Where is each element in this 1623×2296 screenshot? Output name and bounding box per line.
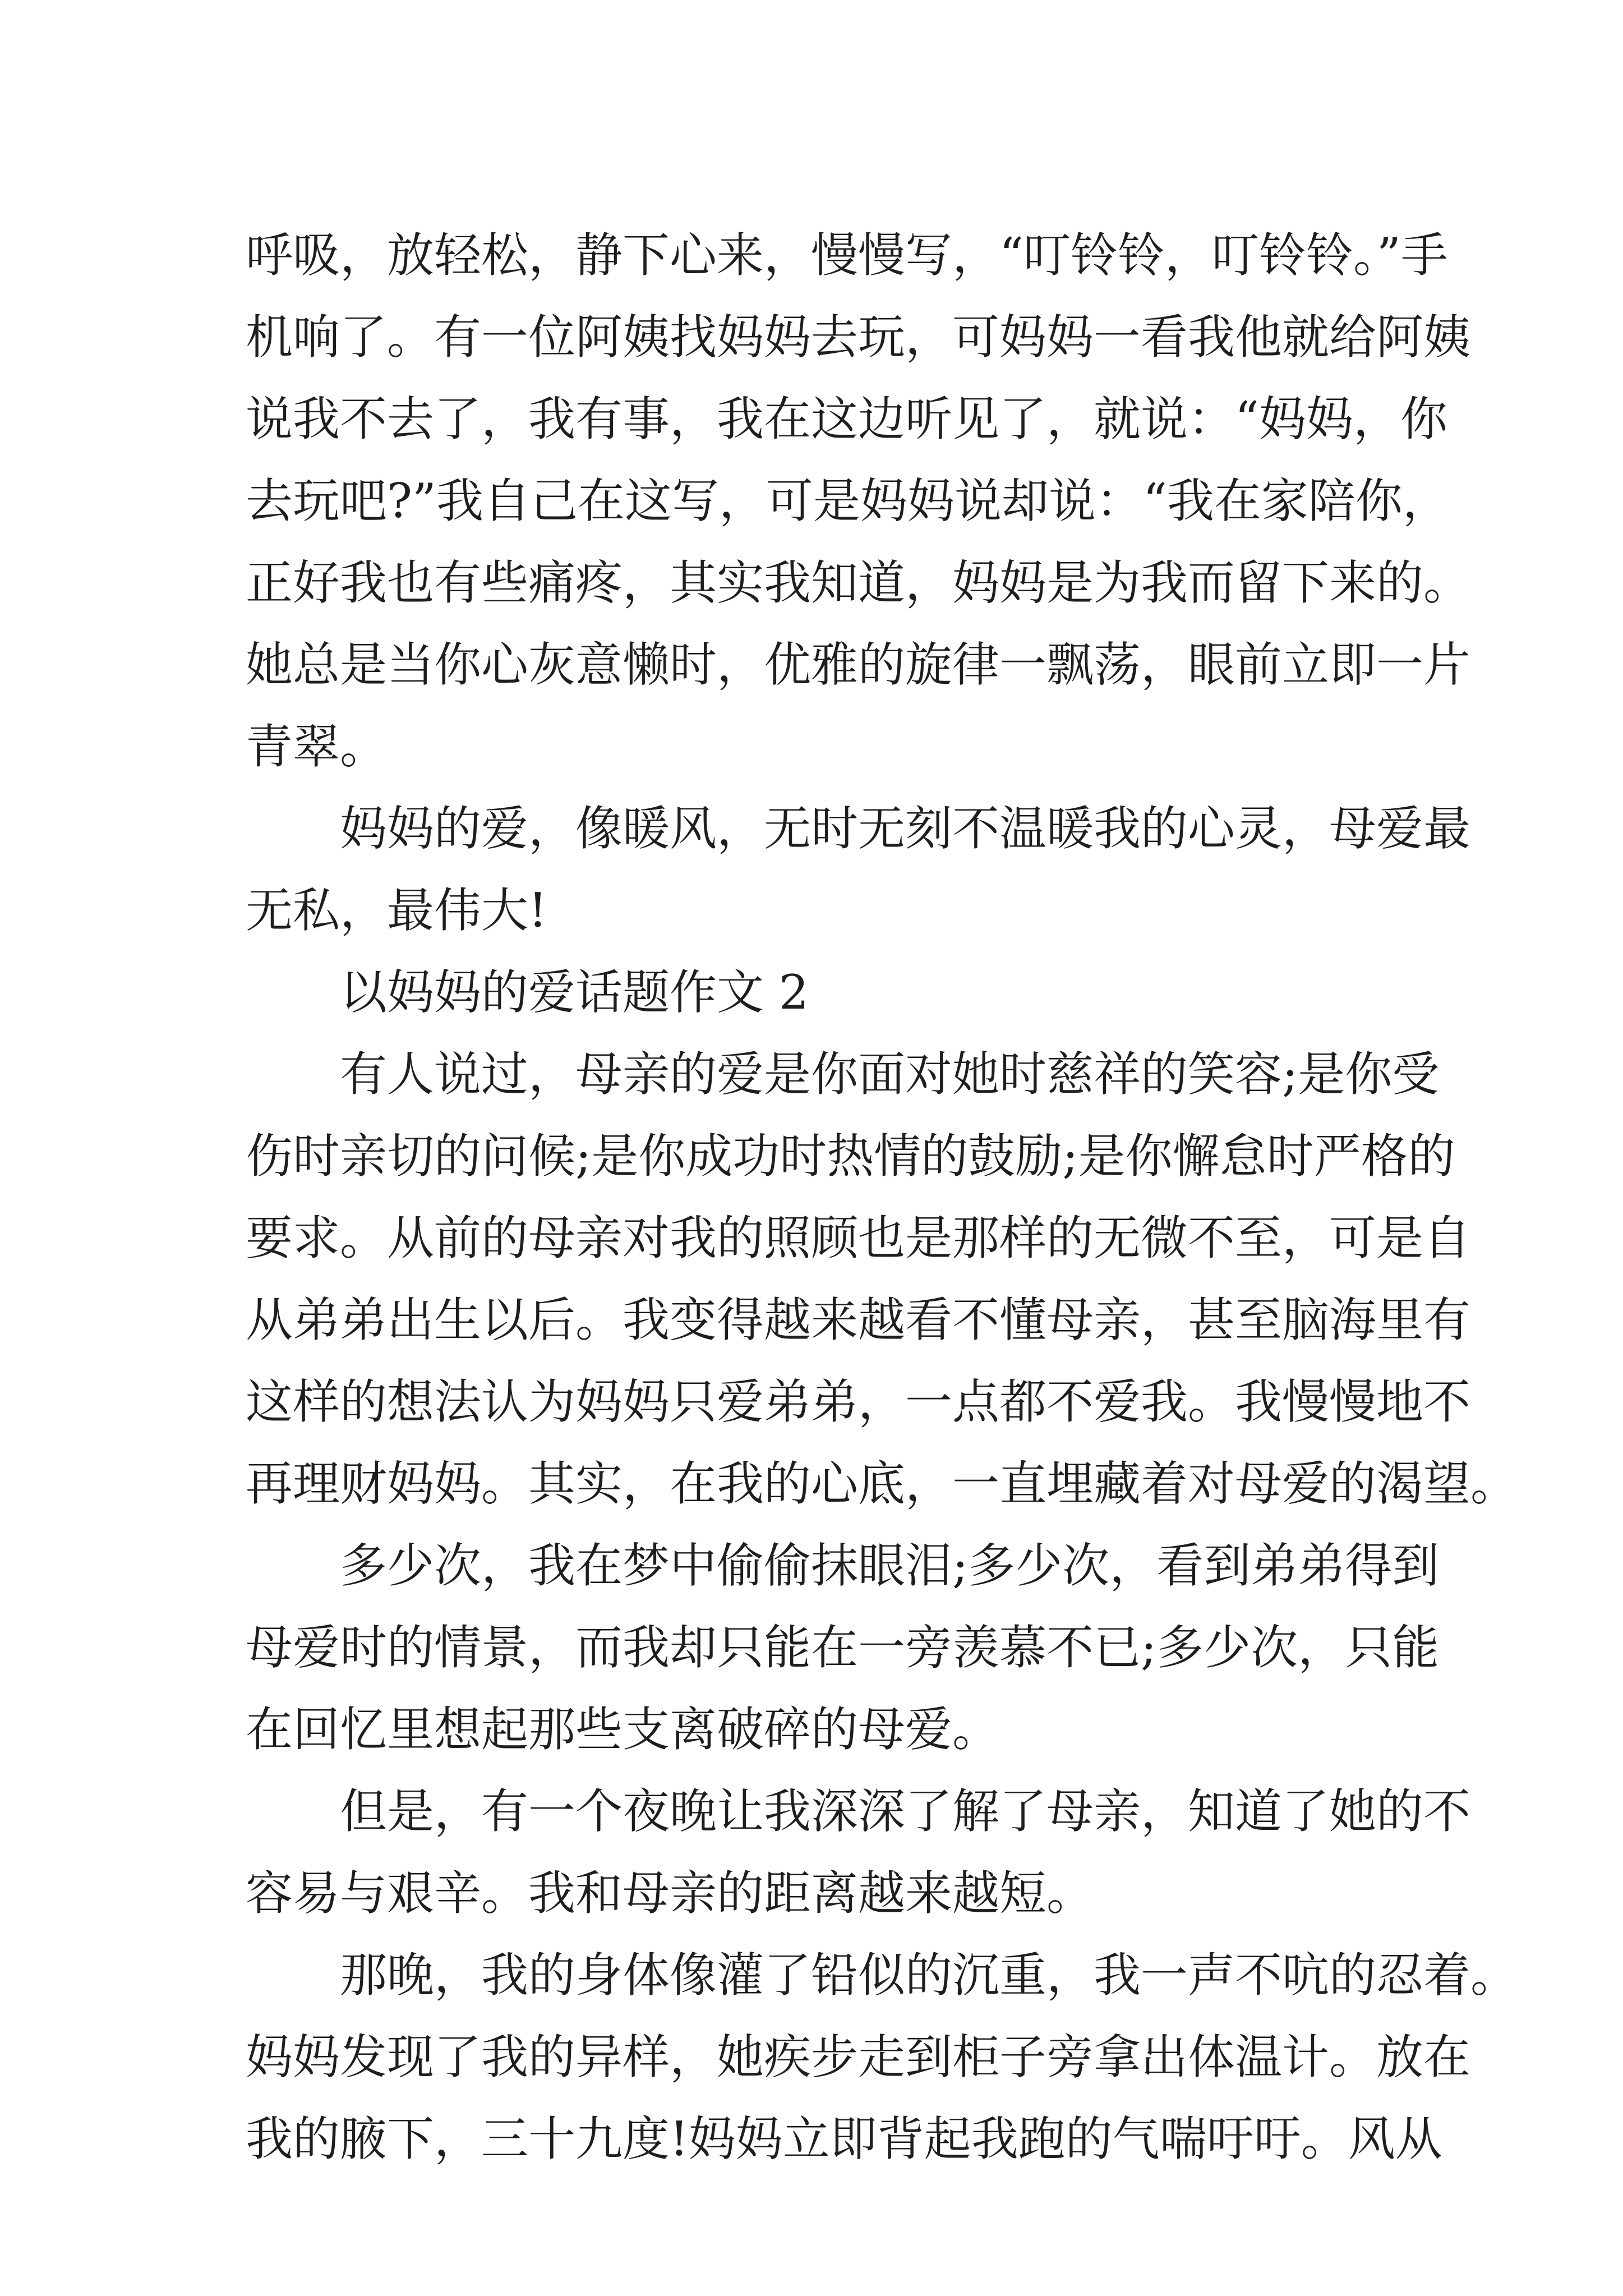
- text-line: 这样的想法认为妈妈只爱弟弟，一点都不爱我。我慢慢地不: [246, 1374, 1471, 1429]
- body-text: [246, 214, 1518, 2180]
- text-line: 我的腋下，三十九度!妈妈立即背起我跑的气喘吁吁。风从: [246, 2111, 1442, 2166]
- text-line: 她总是当你心灰意懒时，优雅的旋律一飘荡，眼前立即一片: [246, 637, 1471, 692]
- paragraph-start-line: 有人说过，母亲的爱是你面对她时慈祥的笑容;是你受: [340, 1047, 1440, 1102]
- text-line: 呼吸，放轻松，静下心来，慢慢写，“叮铃铃，叮铃铃。”手: [246, 228, 1448, 283]
- text-line: 在回忆里想起那些支离破碎的母爱。: [246, 1702, 1000, 1757]
- text-line: 母爱时的情景，而我却只能在一旁羡慕不已;多少次，只能: [246, 1620, 1440, 1675]
- paragraph-start-line: 多少次，我在梦中偷偷抹眼泪;多少次，看到弟弟得到: [340, 1538, 1440, 1593]
- text-line: 从弟弟出生以后。我变得越来越看不懂母亲，甚至脑海里有: [246, 1292, 1471, 1347]
- paragraph-start-line: 那晚，我的身体像灌了铅似的沉重，我一声不吭的忍着。: [340, 1948, 1518, 2003]
- text-line: 妈妈发现了我的异样，她疾步走到柜子旁拿出体温计。放在: [246, 2030, 1471, 2085]
- text-line: 青翠。: [246, 719, 388, 774]
- section-heading: 以妈妈的爱话题作文 2: [340, 965, 809, 1020]
- text-line: 正好我也有些痛疼，其实我知道，妈妈是为我而留下来的。: [246, 555, 1471, 610]
- paragraph-start-line: 但是，有一个夜晚让我深深了解了母亲，知道了她的不: [340, 1784, 1471, 1839]
- text-line: 去玩吧?”我自己在这写，可是妈妈说却说：“我在家陪你，: [246, 473, 1450, 528]
- text-line: 无私，最伟大!: [246, 883, 547, 938]
- text-line: 说我不去了，我有事，我在这边听见了，就说：“妈妈，你: [246, 392, 1447, 447]
- text-line: 伤时亲切的问候;是你成功时热情的鼓励;是你懈怠时严格的: [246, 1129, 1455, 1184]
- paragraph-start-line: 妈妈的爱，像暖风，无时无刻不温暖我的心灵，母爱最: [340, 801, 1471, 856]
- text-line: 容易与艰辛。我和母亲的距离越来越短。: [246, 1866, 1094, 1921]
- text-line: 机响了。有一位阿姨找妈妈去玩，可妈妈一看我他就给阿姨: [246, 310, 1471, 365]
- text-line: 要求。从前的母亲对我的照顾也是那样的无微不至，可是自: [246, 1211, 1471, 1266]
- text-line: 再理财妈妈。其实，在我的心底，一直埋藏着对母爱的渴望。: [246, 1456, 1518, 1511]
